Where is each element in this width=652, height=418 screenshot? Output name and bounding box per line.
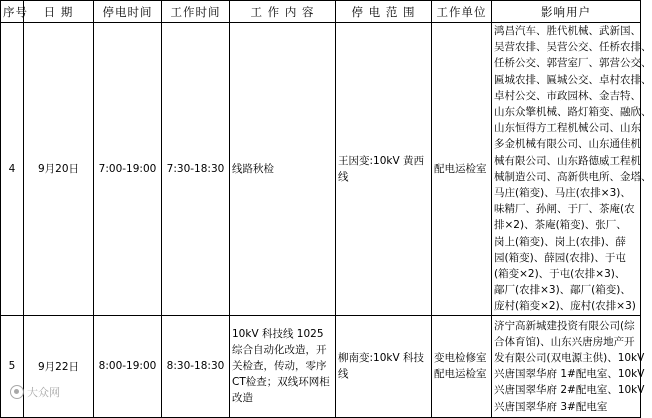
user-line: 马庄(箱变)、马庄(农排×3)、 [494, 187, 631, 200]
row-work-unit: 配电运检室 [432, 23, 492, 316]
user-line: 排×2)、茶庵(箱变)、张厂、 [494, 219, 627, 232]
header-work-time: 工作时间 [162, 1, 230, 23]
row-work-time: 7:30-18:30 [162, 23, 230, 316]
header-work-content: 工 作 内 容 [230, 1, 336, 23]
row-affected-users [492, 23, 652, 316]
user-line: 合体育馆)、山东兴唐房地产开 [494, 335, 635, 348]
user-line: 山东众擎机械、路灯箱变、融欣、 [494, 106, 652, 119]
table-row [1, 315, 641, 417]
table-header-row [1, 1, 641, 23]
user-line: 济宁高新城建投资有限公司(综 [494, 319, 635, 332]
user-line: (箱变×2)、于屯(农排×3)、 [494, 268, 626, 281]
user-line: 械有限公司、山东路德威工程机 [494, 154, 641, 167]
row-work-content: 线路秋检 [230, 23, 336, 316]
watermark-text: 大众网 [27, 386, 60, 399]
user-line: 鄗厂(农排×3)、鄗厂(箱变)、 [494, 284, 631, 297]
watermark [10, 384, 60, 400]
user-line: 鸿昌汽车、胜代机械、武新国、 [494, 25, 641, 37]
header-affected-users: 影响用户 [492, 1, 641, 23]
header-work-unit: 工作单位 [432, 1, 492, 23]
user-line: 园(箱变)、薛园(农排)、于屯 [494, 251, 626, 264]
user-line: 山东恒得方工程机械公司、山东 [494, 122, 641, 135]
user-line: 械制造公司、高新供电所、金塔、 [494, 170, 652, 183]
header-outage-range: 停 电 范 围 [336, 1, 432, 23]
user-line: 发有限公司(双电源主供)、10kV [494, 351, 645, 364]
row-affected-users [492, 315, 645, 417]
user-line: 匾城农排、匾城公交、卓村农排、 [494, 73, 652, 86]
user-line: 多金机械有限公司、山东通佳机 [494, 138, 641, 151]
user-line: 味精厂、孙闸、于厂、茶庵(农 [494, 203, 635, 216]
row-outage-range: 柳南变:10kV 科技线 [336, 315, 432, 417]
user-line: 兴唐国翠华府 2#配电室、10kV [494, 384, 645, 397]
user-line: 任桥公交、郭营室厂、郭营公交、 [494, 57, 652, 70]
user-line: 卓村公交、市政园林、金吉特、 [494, 89, 641, 102]
row-no: 5 [1, 315, 24, 417]
row-outage-range: 王因变:10kV 黄西线 [336, 23, 432, 316]
user-line: 岗上(箱变)、岗上(农排)、薛 [494, 235, 626, 248]
row-outage-time: 8:00-19:00 [94, 315, 162, 417]
row-date: 9月22日 [24, 315, 94, 417]
user-line: 吴营农排、吴营公交、任桥农排、 [494, 41, 652, 54]
user-line: 兴唐国翠华府 3#配电室 [494, 400, 608, 413]
header-date: 日 期 [24, 1, 94, 23]
table-row [1, 23, 641, 316]
header-no: 序号 [1, 1, 24, 23]
weibo-logo-icon [10, 385, 24, 399]
header-outage-time: 停电时间 [94, 1, 162, 23]
row-work-time: 8:30-18:30 [162, 315, 230, 417]
user-line: 庞村(箱变×2)、庞村(农排×3) [494, 300, 636, 313]
user-line: 兴唐国翠华府 1#配电室、10kV [494, 368, 645, 381]
row-work-unit: 变电检修室 配电运检室 [432, 315, 492, 417]
row-outage-time: 7:00-19:00 [94, 23, 162, 316]
row-date: 9月20日 [24, 23, 94, 316]
row-work-content: 10kV 科技线 1025 综合自动化改造，开关检查，传动，零序CT检查；双线环网柜改造 [230, 315, 336, 417]
row-no: 4 [1, 23, 24, 316]
